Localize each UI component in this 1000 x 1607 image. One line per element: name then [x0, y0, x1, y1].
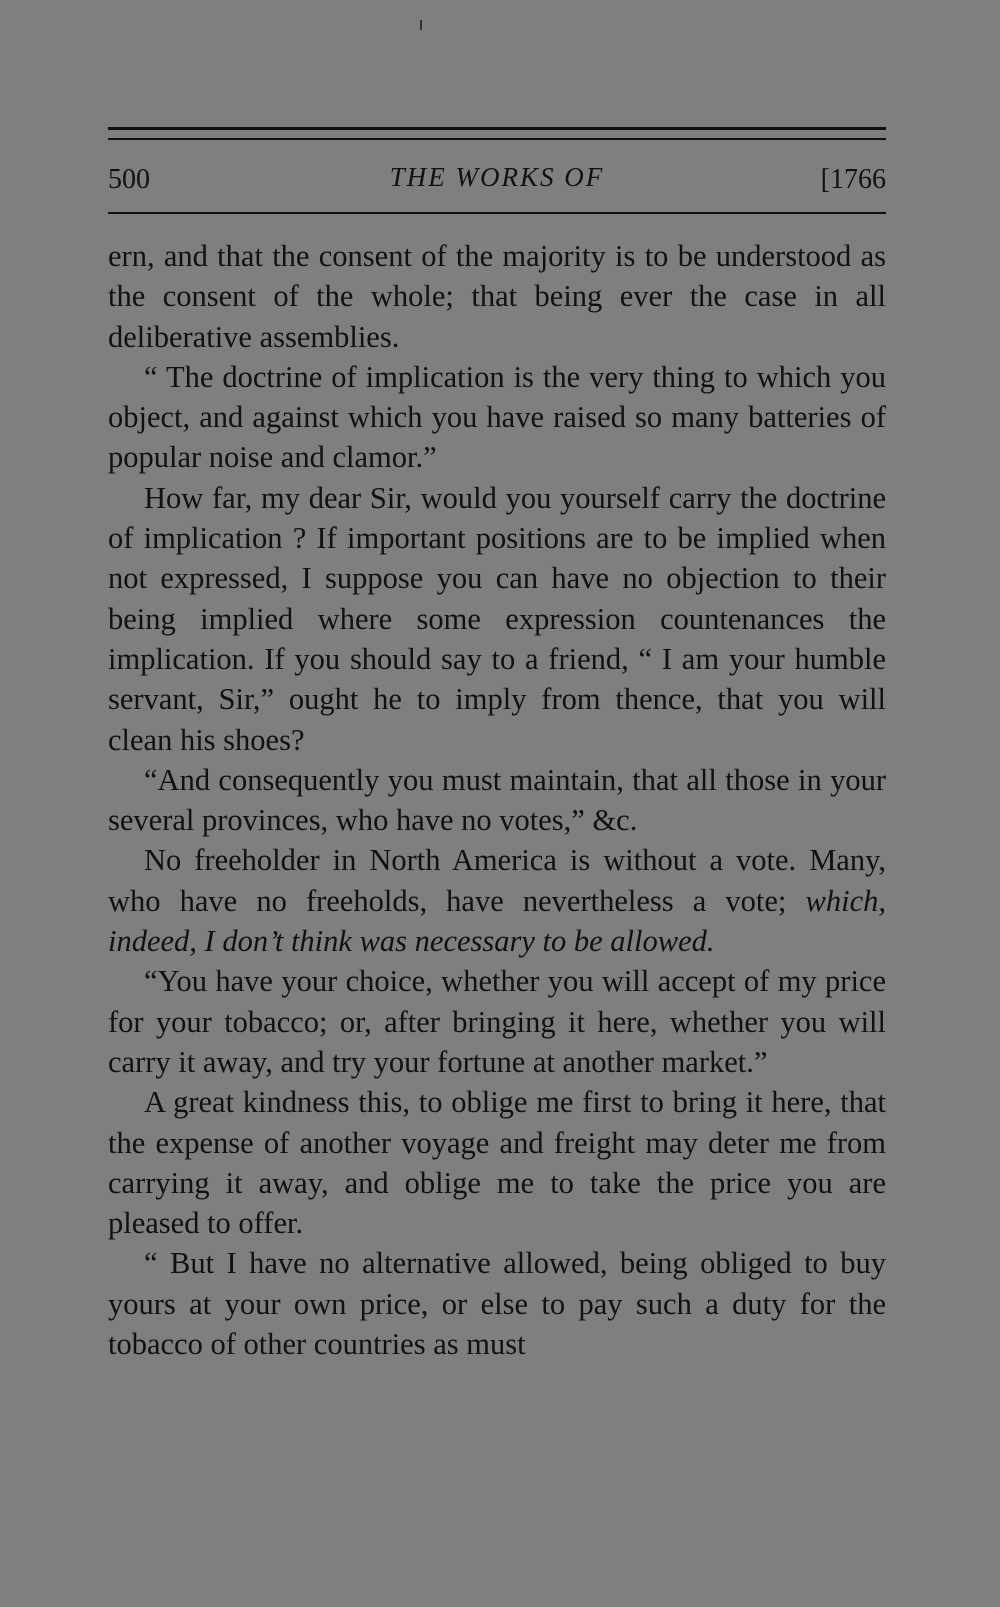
- header-rule-second: [108, 138, 886, 140]
- paragraph-text: “ The doctrine of implication is the very thing to which you object, and against which you have raised so many batteries of popular noise and clamor.”: [108, 359, 886, 475]
- paragraph: [108, 961, 886, 1082]
- running-title: THE WORKS OF: [389, 162, 605, 192]
- paragraph-text: ern, and that the consent of the majority is to be understood as the consent of the whole; that being ever the case in all deliberative assemblies.: [108, 239, 886, 354]
- header-rule-top: [108, 127, 886, 130]
- page-body: [108, 236, 886, 1364]
- paragraph-text: “You have your choice, whether you will accept of my price for your tobacco; or, after bringing it here, whether you will carry it away, and try your fortune at another market.”: [108, 964, 886, 1079]
- scan-mark: [420, 20, 422, 30]
- running-head: [108, 160, 886, 200]
- italic-text: which, indeed, I don’t think was necessary to be allowed.: [108, 883, 886, 959]
- paragraph: [108, 236, 886, 357]
- paragraph: [108, 478, 886, 760]
- paragraph: [108, 1243, 886, 1364]
- paragraph-text: “ But I have no alternative allowed, being obliged to buy yours at your own price, or else to pay such a duty for the tobacco of other countries as must: [108, 1246, 886, 1362]
- running-year: [1766: [820, 164, 886, 195]
- paragraph: [108, 357, 886, 478]
- paragraph: [108, 1082, 886, 1243]
- paragraph-text: How far, my dear Sir, would you yourself carry the doctrine of implication ? If important positions are to be implied when not expressed, I suppose you can have no objection to their being implied where some expression countenances the implication. If you should say to a friend, “ I am your humble servant, Sir,” ought he to imply from thence, that you will clean his shoes?: [108, 480, 886, 757]
- paragraph-text: A great kindness this, to oblige me first to bring it here, that the expense of another voyage and freight may deter me from carrying it away, and oblige me to take the price you are pleased to offer.: [108, 1085, 886, 1241]
- header-rule-bottom: [108, 212, 886, 214]
- paragraph: [108, 760, 886, 841]
- paragraph-text: No freeholder in North America is without a vote. Many, who have no freeholds, have nevertheless a vote;: [108, 843, 886, 918]
- page-number: 500: [108, 164, 150, 195]
- paragraph-text: “And consequently you must maintain, that all those in your several provinces, who have no votes,” &c.: [108, 762, 886, 838]
- paragraph: [108, 840, 886, 961]
